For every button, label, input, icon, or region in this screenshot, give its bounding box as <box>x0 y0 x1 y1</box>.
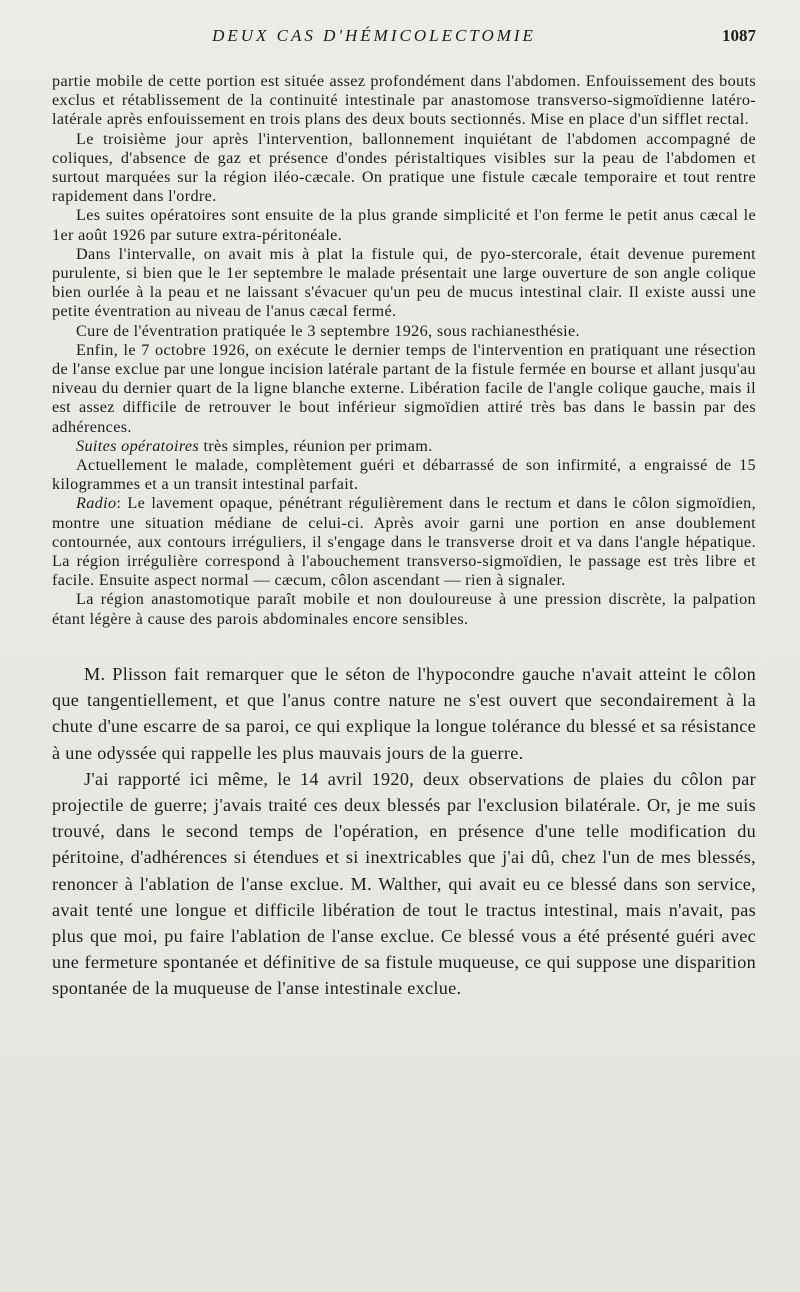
paragraph: partie mobile de cette portion est située assez profondément dans l'abdomen. Enfouissement des bouts exclus et rétablissement de la continuité intestinale par anastomose transverso-sigmoïdienne latéro-latérale après enfouissement en trois plans des deux bouts sectionnés. Mise en place d'un sifflet rectal. <box>52 72 756 129</box>
paragraph: Actuellement le malade, complètement guéri et débarrassé de son infirmité, a engraissé de 15 kilogrammes et a un transit intestinal parfait. <box>52 456 756 494</box>
paragraph: Cure de l'éventration pratiquée le 3 septembre 1926, sous rachianesthésie. <box>76 321 580 340</box>
page-number: 1087 <box>722 26 756 45</box>
paragraph-labeled <box>52 494 756 590</box>
discussion-text <box>52 661 756 1002</box>
paragraph-label: Suites opératoires <box>76 436 200 455</box>
paragraph: Dans l'intervalle, on avait mis à plat la fistule qui, de pyo-stercorale, était devenue purement purulente, si bien que le 1er septembre le malade présentait une large ouverture de son angle colique bien ourlée à la peau et ne laissant s'évacuer qu'un peu de mucus intestinal clair. Il existe aussi une petite éventration au niveau de l'anus cæcal fermé. <box>52 244 756 321</box>
paragraph-labeled <box>52 437 756 456</box>
paragraph: M. Plisson fait remarquer que le séton de l'hypocondre gauche n'avait atteint le côlon que tangentiellement, et que l'anus contre nature ne s'est ouvert que secondairement à la chute d'une escarre de sa paroi, ce qui explique la longue tolérance du blessé et sa résistance à une odyssée qui rappelle les plus mauvais jours de la guerre. <box>52 663 756 763</box>
observation-text <box>52 72 756 629</box>
paragraph: Enfin, le 7 octobre 1926, on exécute le dernier temps de l'intervention en pratiquant une résection de l'anse exclue par une longue incision latérale partant de la fistule fermée en bourse et allant jusqu'au niveau du dernier quart de la ligne blanche externe. Libération facile de l'angle colique gauche, mais il est assez difficile de retrouver le bout inférieur sigmoïdien attiré très bas dans le bassin par des adhérences. <box>52 340 756 436</box>
paragraph-body: très simples, réunion per primam. <box>199 436 433 455</box>
running-head <box>52 22 756 50</box>
paragraph: Le troisième jour après l'intervention, ballonnement inquiétant de l'abdomen accompagné de coliques, d'absence de gaz et présence d'ondes péristaltiques visibles sur la peau de l'abdomen et surtout marquées sur la région iléo-cæcale. On pratique une fistule cæcale temporaire et tout rentre rapidement dans l'ordre. <box>52 129 756 206</box>
paragraph-body: : Le lavement opaque, pénétrant régulièrement dans le rectum et dans le côlon sigmoïdien, montre une situation médiane de celui-ci. Après avoir garni une portion en anse doublement contournée, aux contours irréguliers, il s'engage dans le transverse droit et va dans l'angle hépatique. La région irrégulière correspond à l'abouchement transverso-sigmoïdien, le passage est très libre et facile. Ensuite aspect normal — cæcum, côlon ascendant — rien à signaler. <box>52 494 756 590</box>
paragraph-label: Radio <box>76 494 117 513</box>
paragraph: Les suites opératoires sont ensuite de la plus grande simplicité et l'on ferme le petit anus cæcal le 1er août 1926 par suture extra-péritonéale. <box>52 206 756 244</box>
paragraph: J'ai rapporté ici même, le 14 avril 1920, deux observations de plaies du côlon par projectile de guerre; j'avais traité ces deux blessés par l'exclusion bilatérale. Or, je me suis trouvé, dans le second temps de l'opération, en présence d'une telle modification du péritoine, d'adhérences si étendues et si inextricables que j'ai dû, chez l'un de mes blessés, renoncer à l'ablation de l'anse exclue. M. Walther, qui avait eu ce blessé dans son service, avait tenté une longue et difficile libération de tout le tractus intestinal, mais n'avait, pas plus que moi, pu faire l'ablation de l'anse exclue. Ce blessé vous a été présenté guéri avec une fermeture spontanée et définitive de sa fistule muqueuse, ce qui suppose une disparition spontanée de la muqueuse de l'anse intestinale exclue. <box>52 768 756 999</box>
running-title: DEUX CAS D'HÉMICOLECTOMIE <box>212 26 536 45</box>
paragraph: La région anastomotique paraît mobile et non douloureuse à une pression discrète, la palpation étant légère à cause des parois abdominales encore sensibles. <box>52 590 756 628</box>
section-gap <box>52 629 756 661</box>
